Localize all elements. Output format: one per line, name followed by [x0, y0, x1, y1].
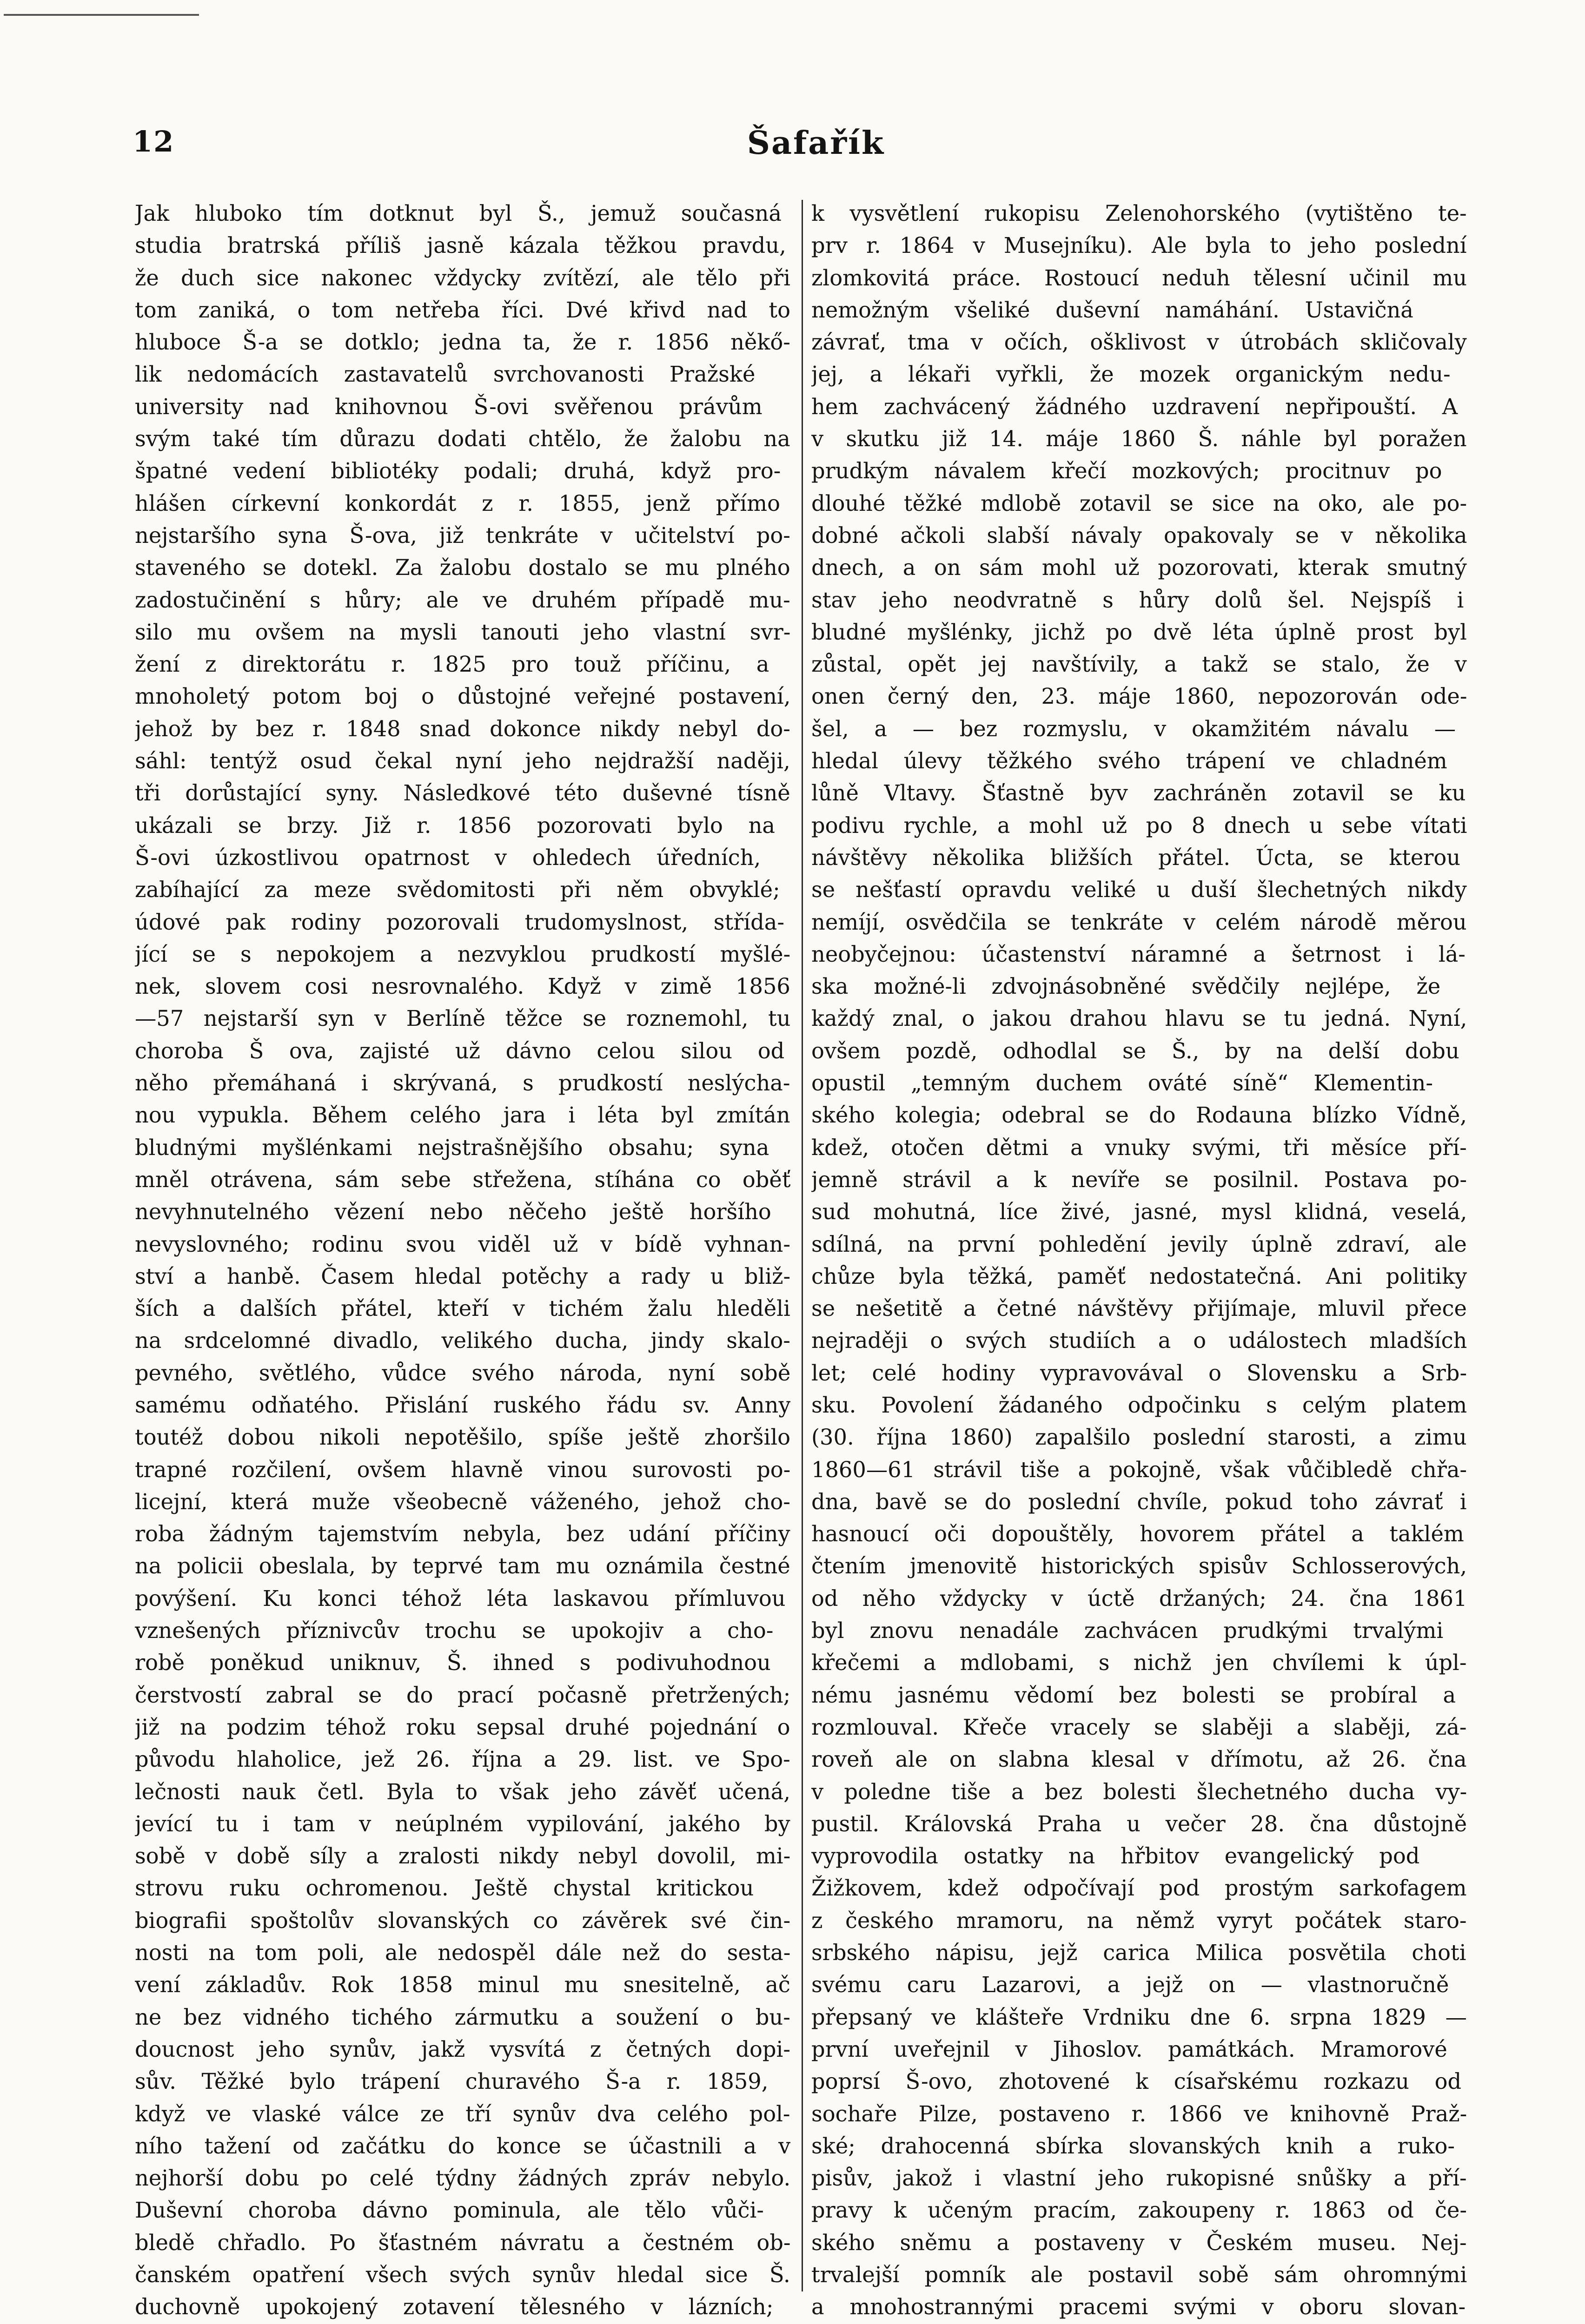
text-line: rozmlouval. Křeče vracely se slaběji a slaběji, zá- [811, 1714, 1467, 1740]
text-line: let; celé hodiny vypravovával o Slovensku a Srb- [811, 1360, 1467, 1386]
text-line: roba žádným tajemstvím nebyla, bez udání příčiny [135, 1521, 790, 1547]
text-line: ska možné-li zdvojnásobněné svědčily nejlépe, že [811, 974, 1441, 999]
text-line: Žižkovem, kdež odpočívají pod prostým sarkofagem [811, 1875, 1467, 1901]
text-line: doucnost jeho synův, jakž vysvítá z četných dopi- [135, 2036, 790, 2062]
text-line: se nešťastí opravdu veliké u duší šlechetných nikdy [811, 877, 1467, 903]
text-line: hem zachvácený žádného uzdravení nepřipouští. A [811, 394, 1458, 419]
running-head-title: Šafařík [747, 125, 885, 162]
text-line: nému jasnému vědomí bez bolesti se probíral a [811, 1682, 1456, 1708]
text-line: zadostučinění s hůry; ale ve druhém případě mu- [135, 587, 790, 613]
text-line: hledal úlevy těžkého svého trápení ve chladném [811, 748, 1447, 774]
text-line: čanském opatření všech svých synův hledal sice Š. [135, 2262, 790, 2287]
text-line: neobyčejnou: účastenství náramné a šetrnost i lá- [811, 941, 1466, 967]
text-line: vyprovodila ostatky na hřbitov evangelický pod [811, 1843, 1420, 1869]
text-line: žení z direktorátu r. 1825 pro touž příčinu, a [135, 652, 769, 677]
text-line: mnoholetý potom boj o důstojné veřejné postavení, [135, 684, 790, 709]
text-line: dobné ačkoli slabší návaly opakovaly se v několika [811, 522, 1467, 548]
text-line: jící se s nepokojem a nezvyklou prudkostí myšlé- [135, 941, 790, 967]
text-line: ukázali se brzy. Již r. 1856 pozorovati bylo na [135, 812, 776, 838]
text-line: dlouhé těžké mdlobě zotavil se sice na oko, ale po- [811, 490, 1467, 516]
text-line: (30. října 1860) zapalšilo poslední starosti, a zimu [811, 1425, 1467, 1450]
text-line: návštěvy několika bližších přátel. Úcta, se kterou [811, 845, 1461, 870]
text-line: sdílná, na první pohledění jevily úplně zdraví, ale [811, 1231, 1467, 1257]
text-line: jemně strávil a k nevíře se posilnil. Postava po- [811, 1167, 1467, 1192]
scan-edge-mark [4, 14, 199, 16]
text-line: sův. Těžké bylo trápení churavého Š-a r. 1859, [135, 2069, 769, 2094]
text-line: byl znovu nenadále zachvácen prudkými trvalými [811, 1618, 1444, 1644]
text-line: pevného, světlého, vůdce svého národa, nyní sobě [135, 1360, 790, 1386]
text-line: ního tažení od začátku do konce se účastnili a v [135, 2133, 790, 2159]
text-line: svým také tím důrazu dodati chtělo, že žalobu na [135, 426, 790, 452]
text-line: nejraději o svých studiích a o událostech mladších [811, 1328, 1467, 1353]
text-line: hlášen církevní konkordát z r. 1855, jenž přímo [135, 490, 780, 516]
text-line: něho přemáhaná i skrývaná, s prudkostí neslýcha- [135, 1070, 790, 1096]
text-line: bludné myšlénky, jichž po dvě léta úplně prost byl [811, 619, 1467, 645]
text-line: na policii obeslala, by teprvé tam mu oznámila čestné [135, 1553, 790, 1579]
text-line: ské; drahocenná sbírka slovanských knih a ruko- [811, 2133, 1455, 2159]
text-line: trvalejší pomník ale postavil sobě sám ohromnými [811, 2262, 1467, 2287]
text-line: staveného se dotekl. Za žalobu dostalo se mu plného [135, 555, 790, 581]
text-line: robě poněkud uniknuv, Š. ihned s podivuhodnou [135, 1650, 771, 1676]
page-number: 12 [133, 125, 175, 158]
text-line: prudkým návalem křečí mozkových; procitnuv po [811, 458, 1442, 484]
text-line: z českého mramoru, na němž vyryt počátek staro- [811, 1908, 1467, 1933]
text-line: nevyslovného; rodinu svou viděl už v bídě vyhnan- [135, 1231, 790, 1257]
text-line: university nad knihovnou Š-ovi svěřenou právům [135, 394, 763, 419]
text-line: se nešetitě a četné návštěvy přijímaje, mluvil přece [811, 1296, 1467, 1321]
text-line: vznešených příznivcův trochu se upokojiv a cho- [135, 1618, 774, 1644]
text-line: ovšem pozdě, odhodlal se Š., by na delší dobu [811, 1038, 1459, 1063]
text-line: dna, bavě se do poslední chvíle, pokud toho závrať i [811, 1489, 1467, 1514]
text-line: opustil „temným duchem ováté síně“ Klementin- [811, 1070, 1433, 1096]
text-line: nek, slovem cosi nesrovnalého. Když v zimě 1856 [135, 974, 790, 999]
text-line: sochaře Pilze, postaveno r. 1866 ve knihovně Praž- [811, 2101, 1467, 2126]
text-line: licejní, která muže všeobecně váženého, jehož cho- [135, 1489, 790, 1514]
text-line: Š-ovi úzkostlivou opatrnost v ohledech úředních, [135, 845, 761, 870]
text-line: stav jeho neodvratně s hůry dolů šel. Nejspíš i [811, 587, 1464, 613]
text-line: zabíhající za meze svědomitosti při něm obvyklé; [135, 877, 780, 903]
text-line: ství a hanbě. Časem hledal potěchy a rady u bliž- [135, 1263, 790, 1289]
text-line: poprsí Š-ovo, zhotovené k císařskému rozkazu od [811, 2069, 1462, 2094]
text-line: bludnými myšlénkami nejstrašnějšího obsahu; syna [135, 1135, 769, 1160]
text-line: jehož by bez r. 1848 snad dokonce nikdy nebyl do- [135, 716, 790, 741]
text-line: že duch sice nakonec vždycky zvítězí, ale tělo při [135, 265, 790, 290]
text-line: strovu ruku ochromenou. Ještě chystal kritickou [135, 1875, 754, 1901]
text-line: každý znal, o jakou drahou hlavu se tu jedná. Nyní, [811, 1006, 1467, 1031]
text-line: sku. Povolení žádaného odpočinku s celým platem [811, 1392, 1467, 1418]
text-line: ších a dalších přátel, kteří v tichém žalu hleděli [135, 1296, 790, 1321]
text-line: v skutku již 14. máje 1860 Š. náhle byl poražen [811, 426, 1467, 452]
text-line: nejstaršího syna Š-ova, již tenkráte v učitelství po- [135, 522, 790, 548]
text-line: tom zaniká, o tom netřeba říci. Dvé křivd nad to [135, 297, 790, 323]
text-line: trapné rozčilení, ovšem hlavně vinou surovosti po- [135, 1457, 790, 1482]
text-line: jevící tu i tam v neúplném vypilování, jakého by [135, 1811, 790, 1836]
text-line: sáhl: tentýž osud čekal nyní jeho nejdražší naději, [135, 748, 790, 774]
text-line: svému caru Lazarovi, a jejž on — vlastnoručně [811, 1972, 1449, 1998]
text-line: prv r. 1864 v Musejníku). Ale byla to jeho poslední [811, 233, 1467, 258]
text-line: ského kolegia; odebral se do Rodauna blízko Vídně, [811, 1103, 1467, 1128]
column-divider [802, 200, 803, 2291]
text-line: hasnoucí oči dopouštěly, hovorem přátel a taklém [811, 1521, 1464, 1547]
text-line: studia bratrská příliš jasně kázala těžkou pravdu, [135, 233, 786, 258]
text-line: nosti na tom poli, ale nedospěl dále než do sesta- [135, 1940, 790, 1966]
text-column-right [811, 198, 1467, 2320]
text-line: podivu rychle, a mohl už po 8 dnech u sebe vítati [811, 812, 1467, 838]
text-line: pustil. Královská Praha u večer 28. čna důstojně [811, 1811, 1467, 1836]
text-line: srbského nápisu, jejž carica Milica posvětila choti [811, 1940, 1466, 1966]
text-line: pisův, jakož i vlastní jeho rukopisné snůšky a pří- [811, 2166, 1467, 2191]
text-line: sud mohutná, líce živé, jasné, mysl klidná, veselá, [811, 1199, 1467, 1225]
text-line: nemožným všeliké duševní namáhání. Ustavičná [811, 297, 1413, 323]
text-line: Jak hluboko tím dotknut byl Š., jemuž současná [135, 201, 782, 226]
text-line: na srdcelomné divadlo, velikého ducha, jindy skalo- [135, 1328, 790, 1353]
text-line: nou vypukla. Během celého jara i léta byl zmítán [135, 1103, 790, 1128]
text-line: mněl otrávena, sám sebe střežena, stíhána co oběť [135, 1167, 790, 1192]
text-line: původu hlaholice, jež 26. října a 29. list. ve Spo- [135, 1747, 790, 1772]
text-line: kdež, otočen dětmi a vnuky svými, tři měsíce pří- [811, 1135, 1467, 1160]
text-line: bledě chřadlo. Po šťastném návratu a čestném ob- [135, 2230, 790, 2255]
text-line: ského sněmu a postaveny v Českém museu. Nej- [811, 2230, 1467, 2255]
text-line: zlomkovitá práce. Rostoucí neduh tělesní učinil mu [811, 265, 1467, 290]
text-line: čtením jmenovitě historických spisův Schlosserových, [811, 1553, 1467, 1579]
text-line: pravy k učeným pracím, zakoupeny r. 1863 od če- [811, 2198, 1467, 2223]
text-line: 1860—61 strávil tiše a pokojně, však vůčibledě chřa- [811, 1457, 1467, 1482]
text-line: roveň ale on slabna klesal v dřímotu, až 26. čna [811, 1747, 1467, 1772]
text-line: vení základův. Rok 1858 minul mu snesitelně, ač [135, 1972, 790, 1998]
text-line: křečemi a mdlobami, s nichž jen chvílemi k úpl- [811, 1650, 1467, 1676]
text-line: —57 nejstarší syn v Berlíně těžce se roznemohl, tu [135, 1006, 790, 1031]
text-line: v poledne tiše a bez bolesti šlechetného ducha vy- [811, 1779, 1467, 1804]
text-line: zůstal, opět jej navštívily, a takž se stalo, že v [811, 652, 1467, 677]
text-line: když ve vlaské válce ze tří synův dva celého pol- [135, 2101, 790, 2126]
page-header [133, 125, 1499, 176]
text-line: biografii spoštolův slovanských co závěrek své čin- [135, 1908, 790, 1933]
text-line: lečnosti nauk četl. Byla to však jeho závěť učená, [135, 1779, 790, 1804]
text-line: hluboce Š-a se dotklo; jedna ta, že r. 1856 někő- [135, 330, 790, 355]
text-line: a mnohostrannými pracemi svými v oboru slovan- [811, 2294, 1466, 2320]
text-line: silo mu ovšem na mysli tanouti jeho vlastní svr- [135, 619, 790, 645]
text-line: čerstvostí zabral se do prací počasně přetržených; [135, 1682, 790, 1708]
text-line: nejhorší dobu po celé týdny žádných zpráv nebylo. [135, 2166, 790, 2191]
text-line: duchovně upokojený zotavení tělesného v lázních; [135, 2294, 774, 2320]
text-line: sobě v době síly a zralosti nikdy nebyl dovolil, mi- [135, 1843, 790, 1869]
text-line: přepsaný ve klášteře Vrdniku dne 6. srpna 1829 — [811, 2004, 1467, 2030]
text-line: jej, a lékaři vyřkli, že mozek organickým nedu- [811, 362, 1451, 387]
text-line: tři dorůstající syny. Následkové této duševné tísně [135, 780, 790, 806]
text-line: špatné vedení bibliotéky podali; druhá, když pro- [135, 458, 781, 484]
text-line: onen černý den, 23. máje 1860, nepozorován ode- [811, 684, 1467, 709]
text-column-left [135, 198, 790, 2320]
text-line: šel, a — bez rozmyslu, v okamžitém návalu — [811, 716, 1456, 741]
text-line: ne bez vidného tichého zármutku a soužení o bu- [135, 2004, 790, 2030]
text-line: chůze byla těžká, paměť nedostatečná. Ani politiky [811, 1263, 1467, 1289]
text-line: již na podzim téhož roku sepsal druhé pojednání o [135, 1714, 790, 1740]
text-line: první uveřejnil v Jihoslov. památkách. Mramorové [811, 2036, 1447, 2062]
text-line: k vysvětlení rukopisu Zelenohorského (vytištěno te- [811, 201, 1467, 226]
text-line: nemíjí, osvědčila se tenkráte v celém národě měrou [811, 909, 1467, 935]
text-line: nevyhnutelného vězení nebo něčeho ještě horšího [135, 1199, 771, 1225]
text-line: toutéž dobou nikoli nepotěšilo, spíše ještě zhoršilo [135, 1425, 790, 1450]
text-line: závrať, tma v očích, ošklivost v útrobách skličovaly [811, 330, 1467, 355]
text-line: samému odňatého. Přislání ruského řádu sv. Anny [135, 1392, 790, 1418]
text-line: choroba Š ova, zajisté už dávno celou silou od [135, 1038, 785, 1063]
text-line: lik nedomácích zastavatelů svrchovanosti Pražské [135, 362, 756, 387]
text-line: povýšení. Ku konci téhož léta laskavou přímluvou [135, 1585, 786, 1611]
text-line: lůně Vltavy. Šťastně byv zachráněn zotavil se ku [811, 780, 1466, 806]
text-line: Duševní choroba dávno pominula, ale tělo vůči- [135, 2198, 764, 2223]
text-line: údové pak rodiny pozorovali trudomyslnost, střída- [135, 909, 784, 935]
text-line: od něho vždycky v úctě držaných; 24. čna 1861 [811, 1585, 1467, 1611]
text-line: dnech, a on sám mohl už pozorovati, kterak smutný [811, 555, 1467, 581]
